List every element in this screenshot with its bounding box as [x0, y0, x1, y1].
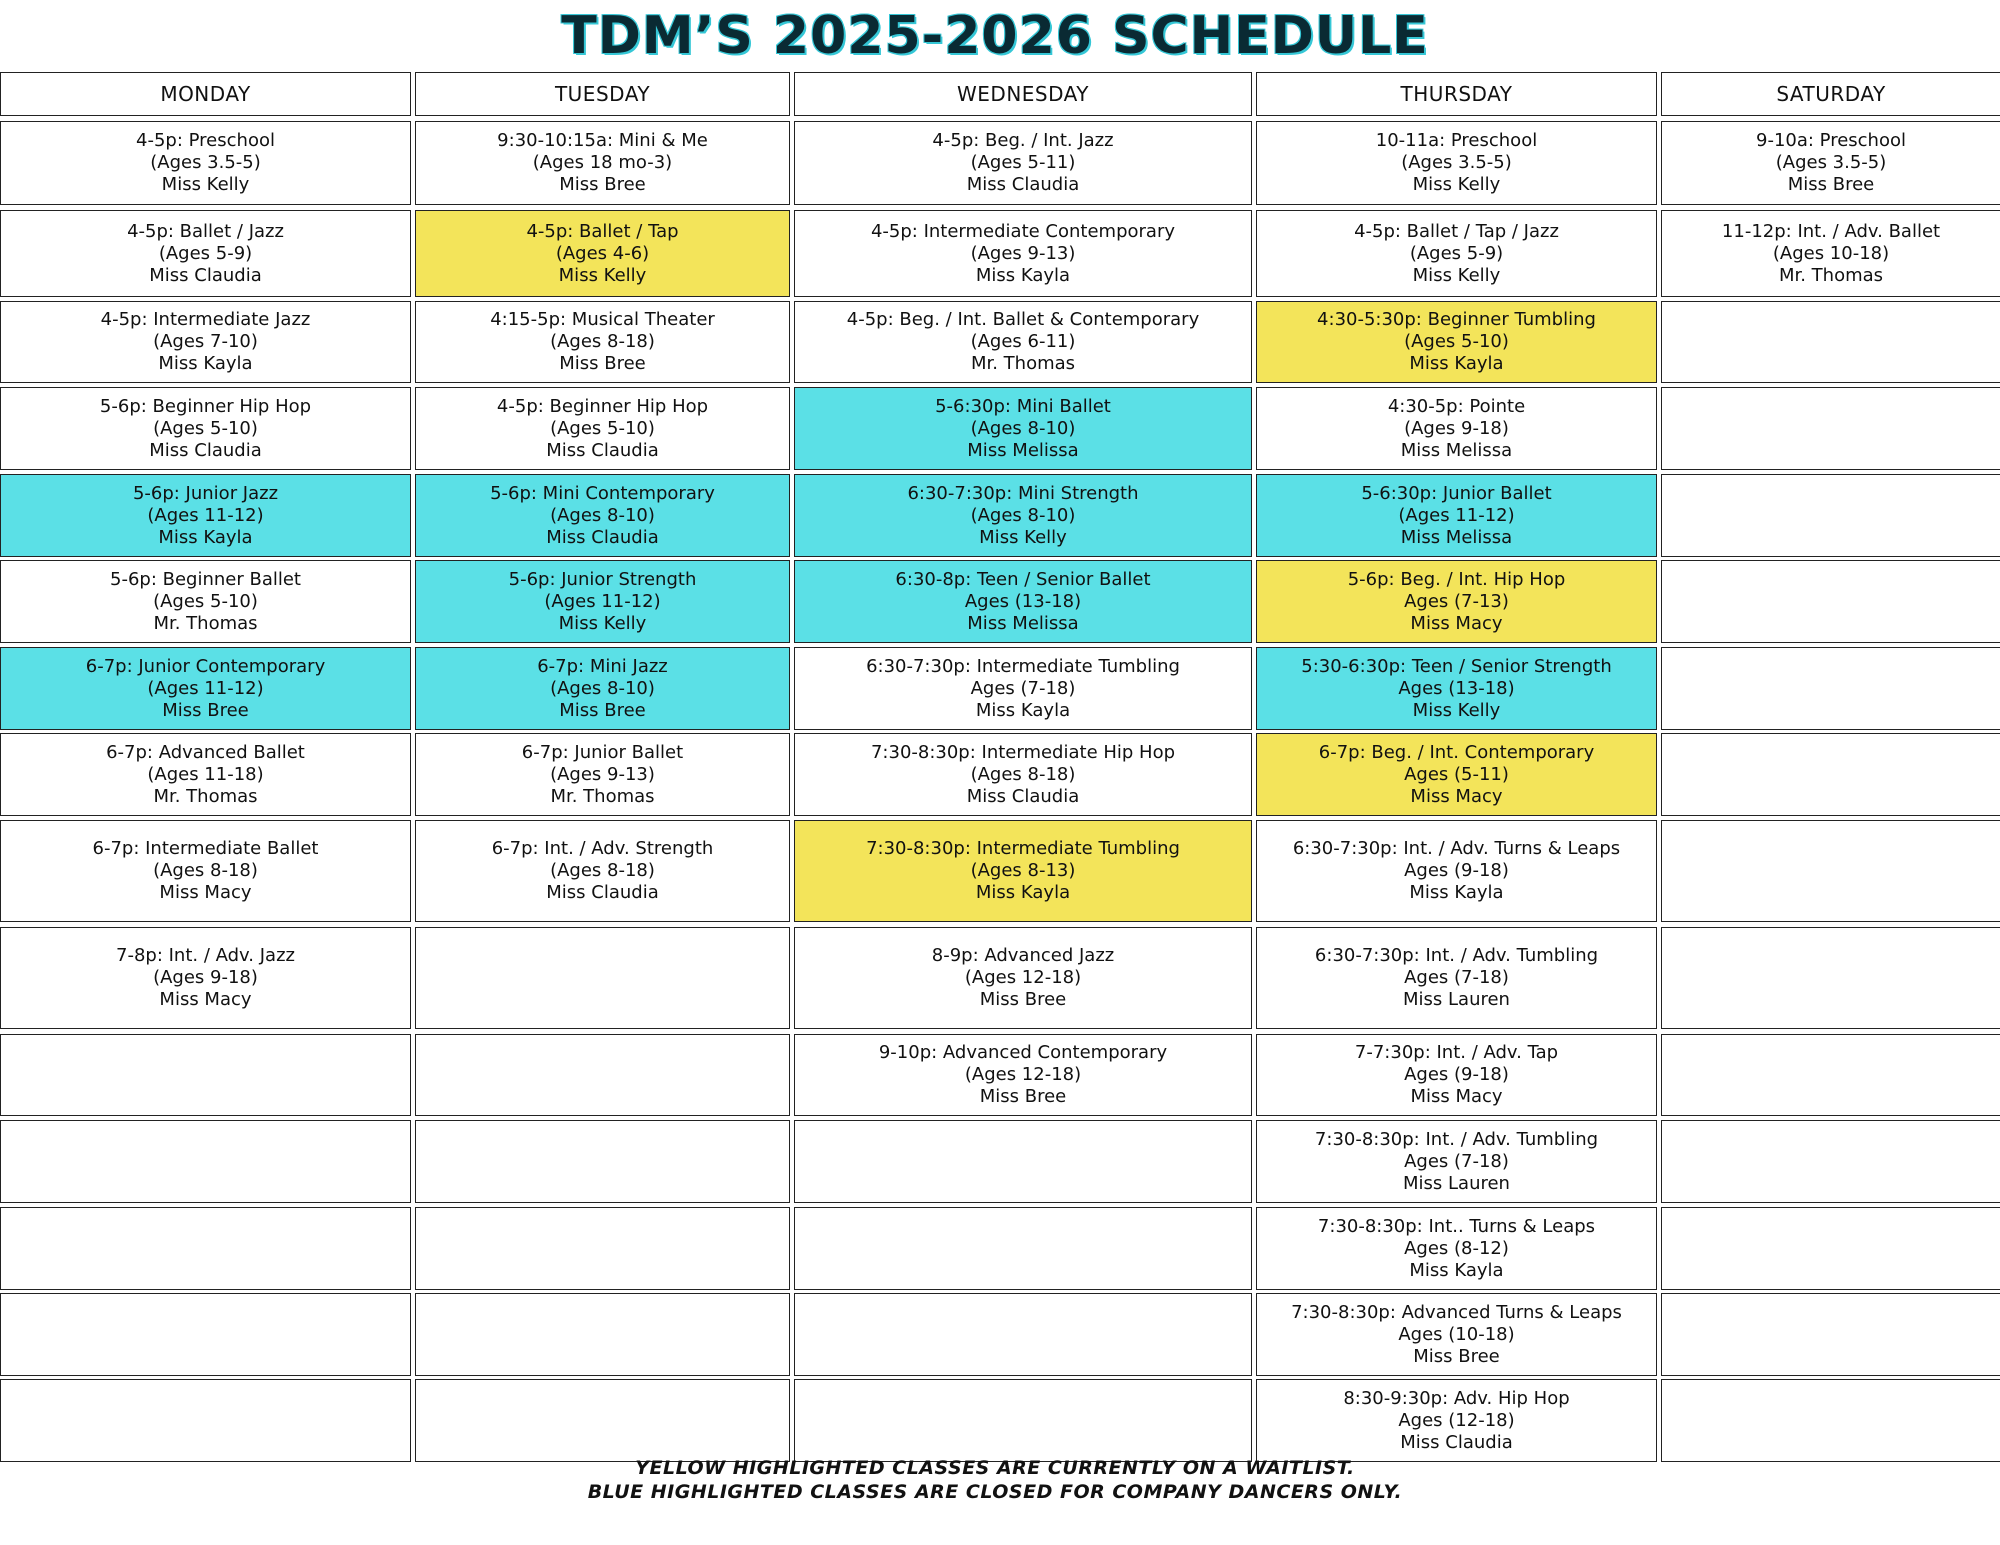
class-instructor: Mr. Thomas — [970, 353, 1076, 374]
class-time-name: 4-5p: Ballet / Jazz — [127, 220, 284, 242]
empty-slot — [0, 1120, 411, 1203]
class-ages: (Ages 5-10) — [153, 417, 258, 439]
class-slot — [1256, 1034, 1657, 1116]
class-ages: Ages (8-12) — [1404, 1237, 1509, 1259]
class-time-name: 6:30-7:30p: Intermediate Tumbling — [866, 655, 1180, 677]
class-instructor: Miss Kayla — [1409, 353, 1504, 374]
class-info — [895, 569, 1150, 635]
empty-slot — [1661, 474, 2000, 557]
class-ages: Ages (5-11) — [1404, 763, 1509, 785]
class-instructor: Miss Macy — [1410, 785, 1503, 807]
empty-slot — [415, 1293, 790, 1376]
class-slot — [794, 210, 1252, 297]
class-info — [1376, 130, 1537, 196]
class-ages: (Ages 8-13) — [970, 860, 1076, 881]
class-instructor: Miss Melissa — [967, 612, 1079, 634]
class-ages: (Ages 8-18) — [153, 860, 258, 881]
class-info — [106, 742, 305, 808]
class-time-name: 7-8p: Int. / Adv. Jazz — [116, 945, 295, 966]
class-instructor: Miss Kelly — [1412, 699, 1501, 721]
class-ages: (Ages 9-13) — [550, 763, 655, 785]
class-instructor: Miss Macy — [159, 989, 252, 1010]
company-note: BLUE HIGHLIGHTED CLASSES ARE CLOSED FOR COMPANY DANCERS ONLY. — [587, 1481, 1403, 1503]
class-instructor: Miss Kelly — [1412, 264, 1501, 286]
class-time-name: 4-5p: Intermediate Contemporary — [870, 220, 1176, 242]
class-slot — [794, 927, 1252, 1029]
class-slot — [794, 121, 1252, 205]
class-ages: (Ages 4-6) — [555, 242, 650, 264]
empty-slot — [415, 1120, 790, 1203]
class-instructor: Miss Bree — [979, 1086, 1067, 1107]
waitlist-note: YELLOW HIGHLIGHTED CLASSES ARE CURRENTLY ON A WAITLIST. — [635, 1457, 1355, 1479]
class-slot — [1661, 210, 2000, 297]
class-instructor: Miss Claudia — [546, 882, 659, 903]
class-info — [1318, 1216, 1595, 1282]
class-info — [497, 130, 708, 196]
class-slot — [794, 733, 1252, 816]
class-info — [101, 309, 311, 375]
class-instructor: Miss Kayla — [975, 882, 1071, 903]
class-info — [86, 656, 325, 722]
class-info — [1722, 221, 1940, 287]
class-ages: (Ages 8-18) — [970, 763, 1076, 785]
class-instructor: Miss Claudia — [546, 526, 659, 548]
empty-slot — [1661, 301, 2000, 383]
class-info — [866, 656, 1180, 722]
class-instructor: Miss Kayla — [158, 526, 253, 548]
class-ages: (Ages 8-10) — [550, 504, 655, 526]
class-ages: (Ages 6-11) — [970, 331, 1076, 352]
empty-slot — [794, 1120, 1252, 1203]
class-time-name: 5-6:30p: Mini Ballet — [935, 395, 1111, 417]
class-ages: (Ages 8-10) — [970, 504, 1076, 526]
class-slot — [0, 474, 411, 557]
class-ages: (Ages 8-10) — [550, 677, 655, 699]
class-ages: (Ages 12-18) — [964, 1064, 1082, 1085]
class-slot — [0, 301, 411, 383]
class-info — [907, 483, 1138, 549]
class-slot — [1256, 647, 1657, 730]
class-info — [932, 130, 1113, 196]
class-info — [133, 483, 278, 549]
class-ages: (Ages 5-10) — [550, 417, 655, 439]
empty-slot — [1661, 1207, 2000, 1290]
class-info — [1315, 945, 1598, 1011]
class-info — [93, 838, 319, 904]
class-time-name: 6-7p: Beg. / Int. Contemporary — [1318, 741, 1595, 763]
class-info — [116, 945, 295, 1011]
class-ages: (Ages 10-18) — [1772, 242, 1890, 264]
class-time-name: 4-5p: Beg. / Int. Jazz — [932, 130, 1114, 151]
class-ages: Ages (13-18) — [964, 590, 1082, 612]
class-instructor: Miss Kayla — [1409, 882, 1504, 903]
empty-slot — [415, 927, 790, 1029]
class-instructor: Miss Macy — [1410, 612, 1503, 634]
class-slot — [1256, 1293, 1657, 1376]
empty-slot — [415, 1207, 790, 1290]
class-info — [1348, 569, 1566, 635]
class-slot — [1256, 1379, 1657, 1462]
class-slot — [794, 474, 1252, 557]
class-time-name: 6-7p: Advanced Ballet — [106, 741, 305, 763]
class-ages: (Ages 5-9) — [1409, 242, 1504, 264]
class-time-name: 4-5p: Preschool — [136, 130, 275, 151]
class-instructor: Miss Bree — [559, 699, 646, 721]
class-time-name: 4-5p: Ballet / Tap — [526, 220, 679, 242]
class-time-name: 7:30-8:30p: Int.. Turns & Leaps — [1317, 1215, 1596, 1237]
class-info — [1343, 1388, 1569, 1454]
class-time-name: 9-10a: Preschool — [1756, 130, 1906, 151]
class-info — [509, 569, 697, 635]
class-time-name: 6:30-7:30p: Mini Strength — [907, 482, 1139, 504]
class-slot — [0, 121, 411, 205]
class-time-name: 6-7p: Mini Jazz — [537, 655, 668, 677]
empty-slot — [1661, 1034, 2000, 1116]
class-ages: (Ages 5-9) — [158, 242, 253, 264]
class-instructor: Miss Macy — [159, 882, 252, 903]
class-info — [1317, 309, 1596, 375]
class-time-name: 7:30-8:30p: Int. / Adv. Tumbling — [1314, 1128, 1599, 1150]
class-slot — [415, 387, 790, 470]
class-ages: (Ages 11-18) — [147, 763, 264, 785]
class-slot — [794, 387, 1252, 470]
class-ages: (Ages 11-12) — [147, 504, 264, 526]
class-ages: Ages (7-18) — [1404, 1150, 1509, 1172]
class-instructor: Miss Kelly — [161, 174, 250, 195]
class-time-name: 5-6p: Junior Strength — [508, 568, 697, 590]
class-slot — [0, 560, 411, 643]
class-info — [1388, 396, 1525, 462]
empty-slot — [1661, 1293, 2000, 1376]
class-ages: Ages (12-18) — [1398, 1409, 1515, 1431]
class-time-name: 5-6p: Beginner Ballet — [110, 568, 301, 590]
class-instructor: Miss Kayla — [975, 699, 1071, 721]
class-slot — [0, 210, 411, 297]
class-info — [1756, 130, 1906, 196]
class-slot — [1256, 733, 1657, 816]
class-slot — [1256, 474, 1657, 557]
class-info — [110, 569, 301, 635]
class-instructor: Mr. Thomas — [153, 612, 258, 634]
class-instructor: Miss Macy — [1410, 1086, 1503, 1107]
class-slot — [415, 121, 790, 205]
class-time-name: 10-11a: Preschool — [1375, 130, 1538, 151]
empty-slot — [0, 1379, 411, 1462]
class-instructor: Miss Bree — [162, 699, 249, 721]
class-info — [127, 221, 284, 287]
empty-slot — [1661, 1379, 2000, 1462]
class-time-name: 4-5p: Intermediate Jazz — [100, 309, 311, 330]
class-time-name: 6:30-7:30p: Int. / Adv. Tumbling — [1314, 945, 1599, 966]
class-instructor: Miss Claudia — [149, 264, 262, 286]
class-instructor: Miss Kelly — [558, 264, 647, 286]
class-time-name: 7-7:30p: Int. / Adv. Tap — [1354, 1042, 1559, 1063]
class-instructor: Miss Bree — [979, 989, 1067, 1010]
class-ages: (Ages 3.5-5) — [150, 152, 261, 173]
class-slot — [794, 647, 1252, 730]
empty-slot — [794, 1207, 1252, 1290]
class-slot — [0, 647, 411, 730]
class-instructor: Miss Claudia — [966, 174, 1080, 195]
class-slot — [1256, 560, 1657, 643]
day-header-wednesday: WEDNESDAY — [794, 72, 1252, 116]
class-info — [1301, 656, 1611, 722]
class-ages: (Ages 18 mo-3) — [532, 152, 673, 173]
class-ages: (Ages 12-18) — [964, 967, 1082, 988]
class-instructor: Miss Melissa — [1400, 526, 1513, 548]
class-info — [1361, 483, 1551, 549]
class-time-name: 4-5p: Beginner Hip Hop — [496, 395, 709, 417]
class-ages: (Ages 3.5-5) — [1401, 152, 1512, 173]
class-time-name: 4-5p: Beg. / Int. Ballet & Contemporary — [846, 309, 1200, 330]
class-instructor: Miss Melissa — [1400, 439, 1513, 461]
class-time-name: 6-7p: Int. / Adv. Strength — [491, 838, 714, 859]
class-info — [1354, 221, 1559, 287]
class-instructor: Miss Bree — [1413, 1345, 1500, 1367]
class-ages: Ages (9-18) — [1404, 1064, 1509, 1085]
class-info — [1291, 1302, 1622, 1368]
class-time-name: 4:30-5:30p: Beginner Tumbling — [1317, 309, 1596, 330]
class-info — [871, 742, 1175, 808]
class-info — [847, 309, 1199, 375]
class-ages: (Ages 3.5-5) — [1775, 152, 1887, 173]
empty-slot — [1661, 820, 2000, 922]
class-time-name: 5-6p: Beg. / Int. Hip Hop — [1347, 568, 1566, 590]
class-slot — [0, 820, 411, 922]
class-slot — [0, 733, 411, 816]
empty-slot — [0, 1207, 411, 1290]
class-slot — [1256, 820, 1657, 922]
class-instructor: Miss Kayla — [975, 264, 1071, 286]
class-instructor: Miss Claudia — [1400, 1431, 1513, 1453]
class-time-name: 4:15-5p: Musical Theater — [490, 309, 715, 330]
class-instructor: Miss Melissa — [967, 439, 1079, 461]
class-time-name: 5-6p: Junior Jazz — [132, 482, 279, 504]
class-instructor: Miss Claudia — [966, 785, 1080, 807]
empty-slot — [794, 1379, 1252, 1462]
class-time-name: 4-5p: Ballet / Tap / Jazz — [1354, 220, 1559, 242]
class-time-name: 6:30-8p: Teen / Senior Ballet — [895, 568, 1151, 590]
class-slot — [794, 1034, 1252, 1116]
class-ages: Ages (7-18) — [970, 677, 1076, 699]
empty-slot — [0, 1293, 411, 1376]
class-slot — [1256, 1120, 1657, 1203]
class-slot — [1256, 927, 1657, 1029]
class-time-name: 6:30-7:30p: Int. / Adv. Turns & Leaps — [1292, 838, 1621, 859]
class-instructor: Miss Bree — [1787, 174, 1875, 195]
class-ages: (Ages 9-13) — [970, 242, 1076, 264]
class-instructor: Miss Claudia — [546, 439, 659, 461]
class-ages: (Ages 9-18) — [1404, 417, 1509, 439]
class-ages: Ages (10-18) — [1398, 1323, 1515, 1345]
class-slot — [794, 560, 1252, 643]
class-info — [492, 838, 714, 904]
class-info — [1319, 742, 1594, 808]
class-instructor: Miss Kelly — [979, 526, 1067, 548]
empty-slot — [1661, 647, 2000, 730]
class-instructor: Miss Claudia — [149, 439, 262, 461]
class-instructor: Miss Kayla — [1409, 1259, 1504, 1281]
class-ages: (Ages 11-12) — [147, 677, 264, 699]
class-slot — [415, 820, 790, 922]
class-info — [522, 742, 683, 808]
class-slot — [1256, 1207, 1657, 1290]
class-ages: Ages (13-18) — [1398, 677, 1515, 699]
class-info — [526, 221, 678, 287]
class-time-name: 5-6p: Mini Contemporary — [490, 482, 715, 504]
class-info — [537, 656, 668, 722]
class-instructor: Miss Bree — [559, 174, 646, 195]
class-instructor: Miss Kelly — [1412, 174, 1501, 195]
class-ages: Ages (9-18) — [1404, 860, 1509, 881]
empty-slot — [1661, 1120, 2000, 1203]
class-info — [1293, 838, 1620, 904]
class-time-name: 9:30-10:15a: Mini & Me — [497, 130, 708, 151]
empty-slot — [1661, 733, 2000, 816]
class-time-name: 11-12p: Int. / Adv. Ballet — [1721, 220, 1941, 242]
day-header-tuesday: TUESDAY — [415, 72, 790, 116]
class-time-name: 4:30-5p: Pointe — [1387, 395, 1526, 417]
page-title: TDM’S 2025-2026 SCHEDULE — [561, 6, 1429, 66]
class-slot — [415, 301, 790, 383]
class-instructor: Miss Kayla — [158, 353, 253, 374]
day-header-thursday: THURSDAY — [1256, 72, 1657, 116]
empty-slot — [1661, 927, 2000, 1029]
class-ages: (Ages 5-11) — [970, 152, 1076, 173]
class-instructor: Miss Kelly — [558, 612, 647, 634]
class-time-name: 8:30-9:30p: Adv. Hip Hop — [1343, 1387, 1570, 1409]
empty-slot — [415, 1034, 790, 1116]
class-info — [497, 396, 708, 462]
class-info — [935, 396, 1111, 462]
class-slot — [415, 733, 790, 816]
class-slot — [1256, 210, 1657, 297]
class-info — [871, 221, 1175, 287]
class-info — [1355, 1042, 1558, 1108]
class-slot — [0, 387, 411, 470]
class-time-name: 9-10p: Advanced Contemporary — [878, 1042, 1168, 1063]
class-ages: (Ages 5-10) — [1404, 331, 1509, 352]
class-info — [879, 1042, 1167, 1108]
class-slot — [1256, 301, 1657, 383]
class-slot — [415, 647, 790, 730]
day-header-monday: MONDAY — [0, 72, 411, 116]
class-time-name: 6-7p: Junior Ballet — [521, 741, 684, 763]
class-ages: (Ages 8-10) — [970, 417, 1076, 439]
class-ages: Ages (7-18) — [1404, 967, 1509, 988]
empty-slot — [415, 1379, 790, 1462]
class-ages: (Ages 8-18) — [550, 860, 655, 881]
class-ages: Ages (7-13) — [1404, 590, 1509, 612]
class-ages: (Ages 8-18) — [550, 331, 655, 352]
class-info — [136, 130, 275, 196]
class-ages: (Ages 7-10) — [153, 331, 258, 352]
class-time-name: 5-6p: Beginner Hip Hop — [99, 395, 312, 417]
class-time-name: 7:30-8:30p: Intermediate Tumbling — [866, 838, 1180, 859]
class-info — [866, 838, 1180, 904]
class-slot — [0, 927, 411, 1029]
class-ages: (Ages 11-12) — [544, 590, 661, 612]
class-time-name: 7:30-8:30p: Advanced Turns & Leaps — [1291, 1301, 1622, 1323]
class-time-name: 6-7p: Intermediate Ballet — [92, 838, 319, 859]
class-time-name: 8-9p: Advanced Jazz — [931, 945, 1115, 966]
class-time-name: 5-6:30p: Junior Ballet — [1361, 482, 1552, 504]
class-slot — [1256, 387, 1657, 470]
class-ages: (Ages 11-12) — [1398, 504, 1515, 526]
day-header-saturday: SATURDAY — [1661, 72, 2000, 116]
class-ages: (Ages 9-18) — [153, 967, 258, 988]
class-info — [490, 483, 715, 549]
class-instructor: Mr. Thomas — [550, 785, 655, 807]
empty-slot — [1661, 387, 2000, 470]
class-info — [1315, 1129, 1598, 1195]
class-info — [932, 945, 1114, 1011]
class-info — [490, 309, 715, 375]
class-time-name: 7:30-8:30p: Intermediate Hip Hop — [870, 741, 1176, 763]
empty-slot — [794, 1293, 1252, 1376]
class-instructor: Miss Bree — [559, 353, 646, 374]
class-instructor: Mr. Thomas — [153, 785, 258, 807]
class-time-name: 6-7p: Junior Contemporary — [85, 655, 326, 677]
class-slot — [415, 210, 790, 297]
class-ages: (Ages 5-10) — [153, 590, 258, 612]
class-instructor: Miss Lauren — [1403, 989, 1510, 1010]
empty-slot — [1661, 560, 2000, 643]
class-slot — [1661, 121, 2000, 205]
empty-slot — [0, 1034, 411, 1116]
class-time-name: 5:30-6:30p: Teen / Senior Strength — [1301, 655, 1612, 677]
class-instructor: Mr. Thomas — [1778, 264, 1884, 286]
class-slot — [794, 820, 1252, 922]
class-slot — [1256, 121, 1657, 205]
class-slot — [794, 301, 1252, 383]
class-slot — [415, 560, 790, 643]
class-instructor: Miss Lauren — [1403, 1172, 1510, 1194]
class-info — [100, 396, 311, 462]
class-slot — [415, 474, 790, 557]
